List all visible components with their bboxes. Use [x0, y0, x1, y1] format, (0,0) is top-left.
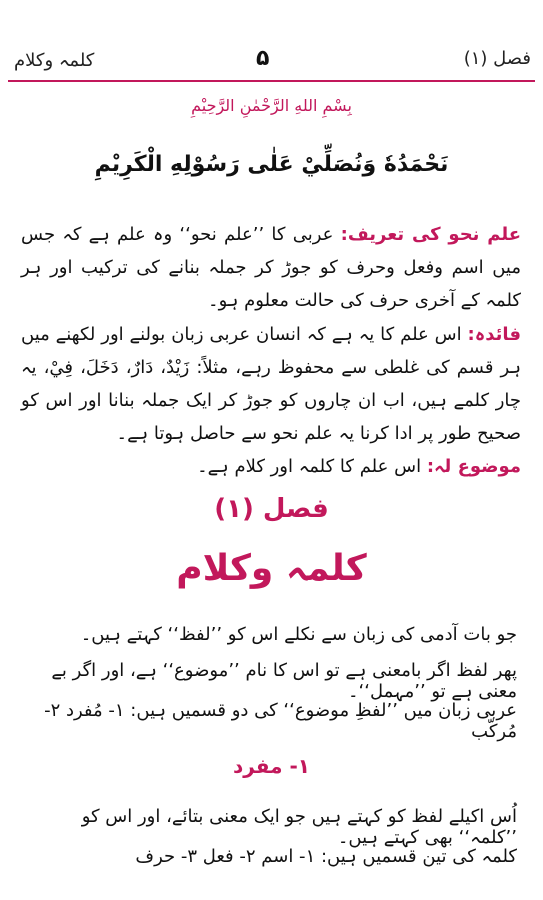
benefit-text: اس علم کا یہ ہے کہ انسان عربی زبان بولنے اور لکھنے میں ہر قسم کی غلطی سے محفوظ رہے، مثلاً: زَيْدٌ، دَارٌ، دَخَلَ، فِيْ، یہ چار کلمے ہیں، اب ان چاروں کو جوڑ کر ایک جملہ بنانا اور اس کو صحیح طور پر ادا کرنا یہ علم نحو سے حاصل ہوتا ہے۔: [21, 324, 521, 444]
page-number: ۵: [256, 46, 270, 71]
header-divider: [8, 80, 535, 82]
body-line-5: کلمہ کی تین قسمیں ہیں: ۱- اسم ۲- فعل ۳- حرف: [135, 846, 517, 867]
section-title: فصل (۱): [214, 494, 329, 524]
chapter-title: کلمہ وکلام: [176, 548, 367, 589]
body-line-1: جو بات آدمی کی زبان سے نکلے اس کو ’’لفظ‘‘ کہتے ہیں۔: [80, 624, 517, 645]
definition-text: عربی کا ’’علم نحو‘‘ وہ علم ہے کہ جس میں اسم وفعل وحرف کو جوڑ کر جملہ بنانے کی ترکیب اور ہر کلمہ کے آخری حرف کی حالت معلوم ہو۔: [21, 224, 521, 311]
basmala: بِسْمِ اللهِ الرَّحْمٰنِ الرَّحِيْمِ: [191, 96, 352, 115]
body-line-2: پھر لفظ اگر بامعنی ہے تو اس کا نام ’’موضوع‘‘ ہے، اور اگر بے معنی ہے تو ’’مہمل‘‘۔: [51, 660, 517, 702]
body-line-3: عربی زبان میں ’’لفظِ موضوع‘‘ کی دو قسمیں ہیں: ۱- مُفرد ۲- مُرکّب: [44, 700, 517, 742]
header-section-name: فصل (۱): [463, 48, 531, 69]
benefit-paragraph: [21, 318, 521, 450]
body-line-4: اُس اکیلے لفظ کو کہتے ہیں جو ایک معنی بتائے، اور اس کو ’’کلمہ‘‘ بھی کہتے ہیں۔: [81, 806, 517, 848]
subject-text: اس علم کا کلمہ اور کلام ہے۔: [197, 456, 422, 477]
subject-label: موضوع لہ:: [426, 456, 521, 477]
subheading-mufrad: ۱- مفرد: [233, 754, 310, 778]
subject-paragraph: [21, 450, 521, 483]
opening-prayer: نَحْمَدُهٗ وَنُصَلِّيْ عَلٰى رَسُوْلِهِ الْكَرِيْمِ: [94, 152, 449, 177]
definition-paragraph: [21, 218, 521, 317]
page-header: [0, 0, 543, 86]
header-chapter-name: کلمہ وکلام: [14, 50, 95, 71]
benefit-label: فائدہ:: [467, 324, 521, 345]
definition-label: علم نحو کی تعریف:: [340, 224, 521, 245]
